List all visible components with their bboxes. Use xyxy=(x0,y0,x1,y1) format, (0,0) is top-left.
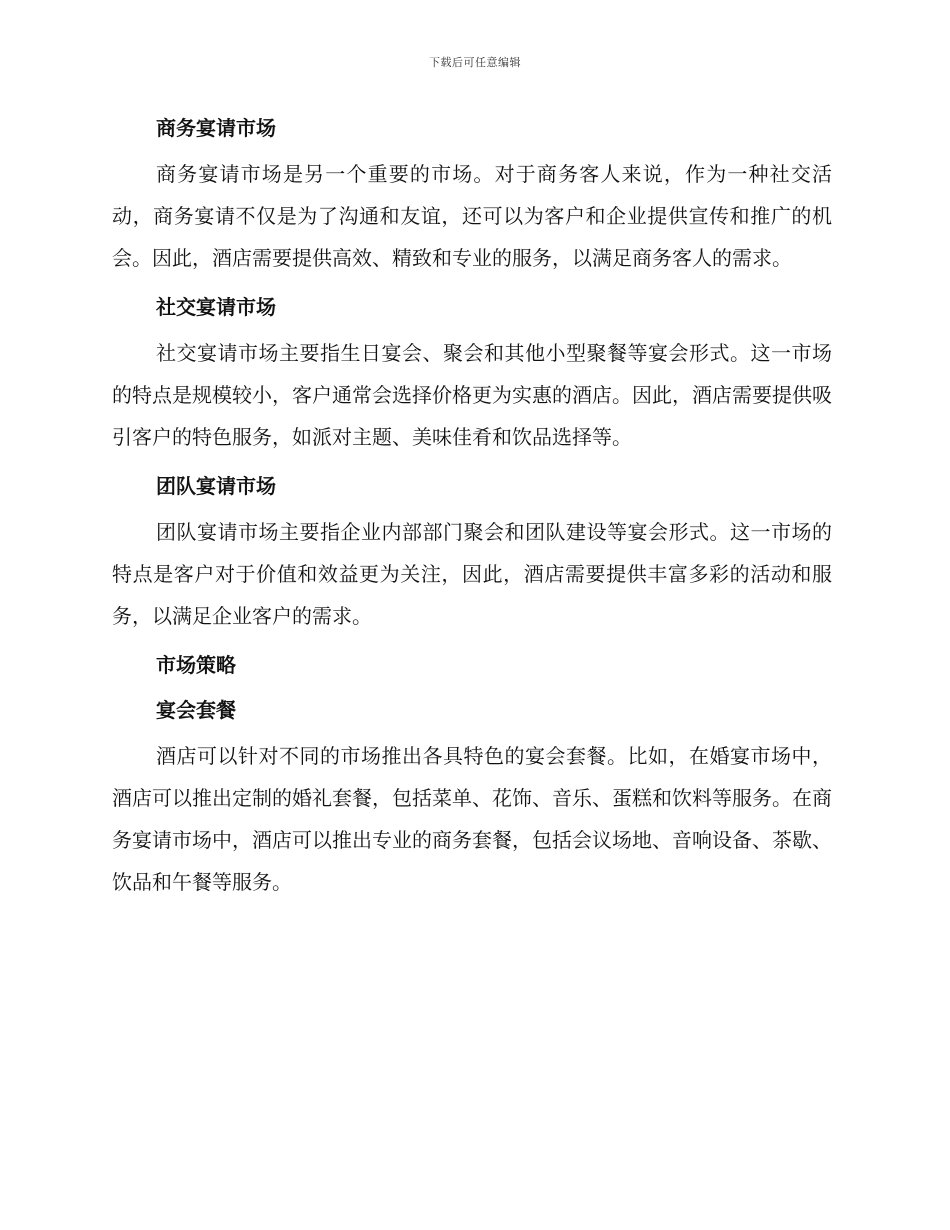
section-paragraph-social-banquet: 社交宴请市场主要指生日宴会、聚会和其他小型聚餐等宴会形式。这一市场的特点是规模较小，客户通常会选择价格更为实惠的酒店。因此，酒店需要提供吸引客户的特色服务，如派对主题、美味佳肴和饮品选择等。 xyxy=(112,341,832,449)
section-heading-business-banquet: 商务宴请市场 xyxy=(156,116,276,140)
section-paragraph-team-banquet: 团队宴请市场主要指企业内部部门聚会和团队建设等宴会形式。这一市场的特点是客户对于价值和效益更为关注，因此，酒店需要提供丰富多彩的活动和服务，以满足企业客户的需求。 xyxy=(112,520,832,628)
section-heading-banquet-packages: 宴会套餐 xyxy=(156,698,236,722)
section-paragraph-business-banquet: 商务宴请市场是另一个重要的市场。对于商务客人来说，作为一种社交活动，商务宴请不仅是为了沟通和友谊，还可以为客户和企业提供宣传和推广的机会。因此，酒店需要提供高效、精致和专业的服务，以满足商务客人的需求。 xyxy=(112,162,832,270)
section-heading-social-banquet: 社交宴请市场 xyxy=(156,295,276,319)
section-paragraph-banquet-packages: 酒店可以针对不同的市场推出各具特色的宴会套餐。比如，在婚宴市场中，酒店可以推出定制的婚礼套餐，包括菜单、花饰、音乐、蛋糕和饮料等服务。在商务宴请市场中，酒店可以推出专业的商务套餐，包括会议场地、音响设备、茶歇、饮品和午餐等服务。 xyxy=(112,744,832,894)
document-body xyxy=(112,108,832,911)
section-heading-team-banquet: 团队宴请市场 xyxy=(156,474,276,498)
section-heading-market-strategy: 市场策略 xyxy=(156,653,236,677)
header-note: 下载后可任意编辑 xyxy=(429,56,521,69)
